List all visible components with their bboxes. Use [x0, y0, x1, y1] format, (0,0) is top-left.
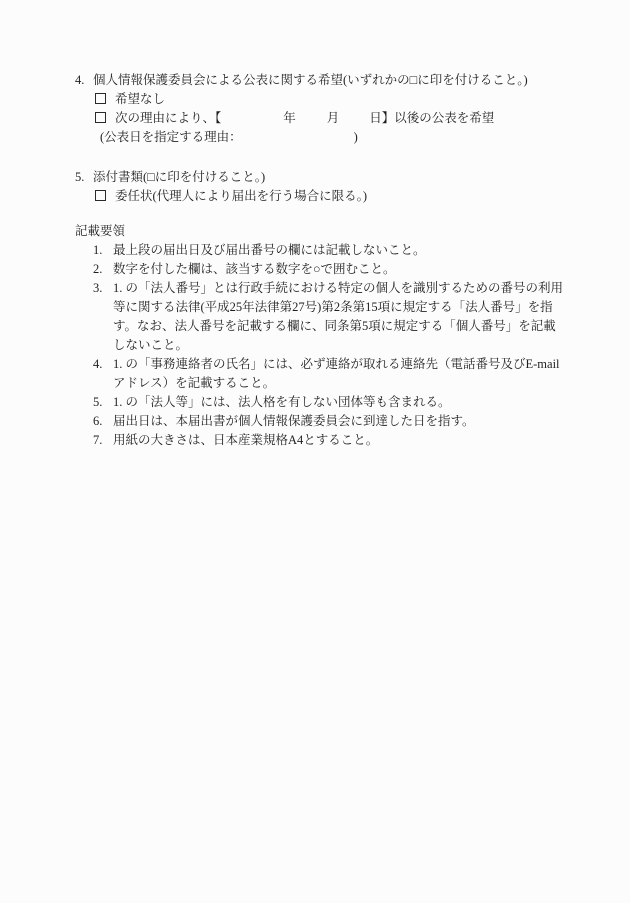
year-label: 年	[283, 111, 296, 125]
section4-title: 個人情報保護委員会による公表に関する希望(いずれかの□に印を付けること。)	[93, 73, 528, 87]
section4-heading	[75, 71, 564, 90]
note-item-7	[93, 431, 564, 450]
note-item-1	[93, 241, 564, 260]
section4-option1-label: 希望なし	[115, 92, 166, 106]
note-item-6	[93, 412, 564, 431]
section4-number: 4.	[75, 73, 85, 87]
note-item-number: 4.	[93, 357, 103, 371]
note-item-text: 数字を付した欄は、該当する数字を○で囲むこと。	[113, 262, 396, 276]
note-item-number: 7.	[93, 433, 103, 447]
note-item-3	[93, 279, 564, 355]
reason-close-paren: )	[353, 130, 358, 144]
section4-option-deferred-publication	[95, 109, 564, 128]
reason-prefix: (公表日を指定する理由：	[100, 130, 242, 144]
section5-option-power-of-attorney	[95, 187, 564, 206]
section5-number: 5.	[75, 170, 85, 184]
section4-option-no-request	[95, 90, 564, 109]
note-item-text: 1. の「事務連絡者の氏名」には、必ず連絡が取れる連絡先（電話番号及びE-mailアドレス）を記載すること。	[113, 357, 560, 390]
month-label: 月	[326, 111, 340, 125]
publication-reason-line	[100, 128, 564, 147]
checkbox-unchecked-icon	[95, 112, 106, 123]
note-item-text: 用紙の大きさは、日本産業規格A4とすること。	[113, 433, 379, 447]
note-item-4	[93, 355, 564, 393]
note-item-number: 6.	[93, 414, 103, 428]
section5-heading	[75, 168, 564, 187]
section4-option2-text	[115, 109, 494, 128]
note-item-number: 3.	[93, 281, 103, 295]
note-item-text: 届出日は、本届出書が個人情報保護委員会に到達した日を指す。	[113, 414, 475, 428]
note-item-number: 5.	[93, 395, 103, 409]
note-item-2	[93, 260, 564, 279]
note-item-text: 1. の「法人等」には、法人格を有しない団体等も含まれる。	[113, 395, 451, 409]
notes-heading: 記載要領	[75, 224, 126, 238]
day-and-rest-label: 日】以後の公表を希望	[369, 111, 495, 125]
note-item-5	[93, 393, 564, 412]
checkbox-unchecked-icon	[95, 190, 106, 201]
note-item-number: 1.	[93, 243, 103, 257]
option2-prefix: 次の理由により、【	[115, 111, 222, 125]
section-spacer	[75, 147, 564, 168]
section5-option1-label: 委任状(代理人により届出を行う場合に限る。)	[115, 189, 368, 203]
note-item-text: 1. の「法人番号」とは行政手続における特定の個人を識別するための番号の利用等に関する法律(平成25年法律第27号)第2条第15項に規定する「法人番号」を指す。なお、法人番号を記載する欄に、同条第5項に規定する「個人番号」を記載しないこと。	[113, 281, 564, 352]
section5-title: 添付書類(□に印を付けること。)	[93, 170, 266, 184]
section-spacer	[75, 206, 564, 222]
note-item-text: 最上段の届出日及び届出番号の欄には記載しないこと。	[113, 243, 426, 257]
document-content	[0, 0, 630, 450]
checkbox-unchecked-icon	[95, 93, 106, 104]
note-item-number: 2.	[93, 262, 103, 276]
